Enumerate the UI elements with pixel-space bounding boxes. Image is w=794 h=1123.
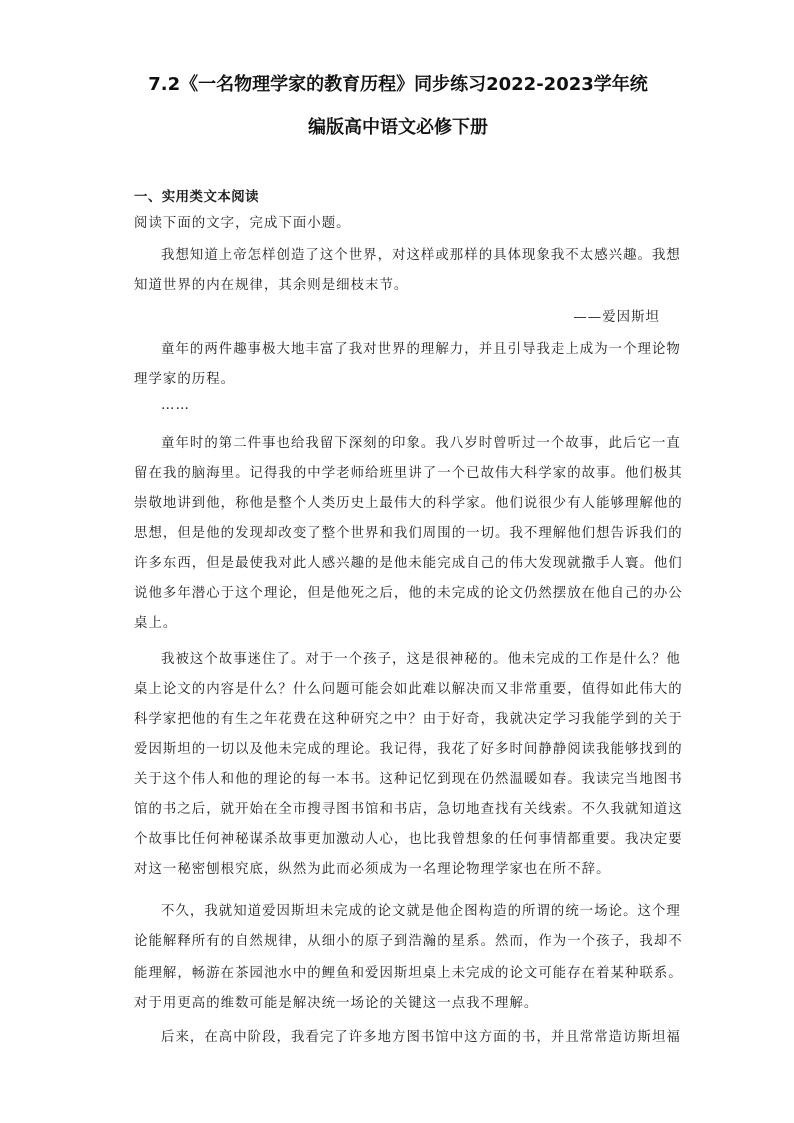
section-heading: 一、实用类文本阅读 [134, 190, 260, 205]
paragraph-line: 论能解释所有的自然规律，从细小的原子到浩瀚的星系。然而，作为一个孩子，我却不 [134, 934, 683, 949]
paragraph-line: 桌上论文的内容是什么？什么问题可能会如此难以解决而又非常重要，值得如此伟大的 [134, 682, 683, 697]
paragraph-line: 爱因斯坦的一切以及他未完成的理论。我记得，我花了好多时间静静阅读我能够找到的 [134, 742, 683, 757]
paragraph-line: 后来，在高中阶段，我看完了许多地方图书馆中这方面的书，并且常常造访斯坦福 [161, 1030, 681, 1045]
paragraph-line: 科学家把他的有生之年花费在这种研究之中？由于好奇，我就决定学习我能学到的关于 [134, 712, 683, 727]
document-title-line-1: 7.2《一名物理学家的教育历程》同步练习2022-2023学年统 [148, 74, 648, 95]
paragraph-line: 理学家的历程。 [134, 372, 236, 387]
ellipsis-line: …… [161, 398, 190, 413]
paragraph-line: 说他多年潜心于这个理论，但是他死之后，他的未完成的论文仍然摆放在他自己的办公 [134, 586, 683, 601]
paragraph-line: 对这一秘密刨根究底，纵然为此而必须成为一名理论物理学家也在所不辞。 [134, 862, 611, 877]
paragraph-line: 能理解，畅游在茶园池水中的鲤鱼和爱因斯坦桌上未完成的论文可能存在着某种联系。 [134, 966, 683, 981]
paragraph-line: 桌上。 [134, 616, 178, 631]
paragraph-line: 崇敬地讲到他，称他是整个人类历史上最伟大的科学家。他们说很少有人能够理解他的 [134, 496, 683, 511]
paragraph-line: 童年时的第二件事也给我留下深刻的印象。我八岁时曾听过一个故事，此后它一直 [161, 436, 681, 451]
epigraph-line: 我想知道上帝怎样创造了这个世界，对这样或那样的具体现象我不太感兴趣。我想 [161, 248, 681, 263]
epigraph-attribution: ——爱因斯坦 [573, 310, 660, 325]
paragraph-line: 思想，但是他的发现却改变了整个世界和我们周围的一切。我不理解他们想告诉我们的 [134, 526, 683, 541]
paragraph-line: 馆的书之后，就开始在全市搜寻图书馆和书店，急切地查找有关线索。不久我就知道这 [134, 802, 683, 817]
paragraph-line: 关于这个伟人和他的理论的每一本书。这种记忆到现在仍然温暖如春。我读完当地图书 [134, 772, 683, 787]
epigraph-line: 知道世界的内在规律，其余则是细枝末节。 [134, 278, 409, 293]
paragraph-line: 不久，我就知道爱因斯坦未完成的论文就是他企图构造的所谓的统一场论。这个理 [161, 904, 681, 919]
section-instruction: 阅读下面的文字，完成下面小题。 [134, 216, 351, 231]
paragraph-line: 许多东西，但是最使我对此人感兴趣的是他未能完成自己的伟大发现就撒手人寰。他们 [134, 556, 683, 571]
paragraph-line: 童年的两件趣事极大地丰富了我对世界的理解力，并且引导我走上成为一个理论物 [161, 342, 681, 357]
paragraph-line: 对于用更高的维数可能是解决统一场论的关键这一点我不理解。 [134, 996, 539, 1011]
document-title-line-2: 编版高中语文必修下册 [308, 117, 488, 138]
paragraph-line: 我被这个故事迷住了。对于一个孩子，这是很神秘的。他未完成的工作是什么？他 [161, 652, 681, 667]
paragraph-line: 个故事比任何神秘谋杀故事更加激动人心，也比我曾想象的任何事情都重要。我决定要 [134, 832, 683, 847]
paragraph-line: 留在我的脑海里。记得我的中学老师给班里讲了一个已故伟大科学家的故事。他们极其 [134, 466, 683, 481]
